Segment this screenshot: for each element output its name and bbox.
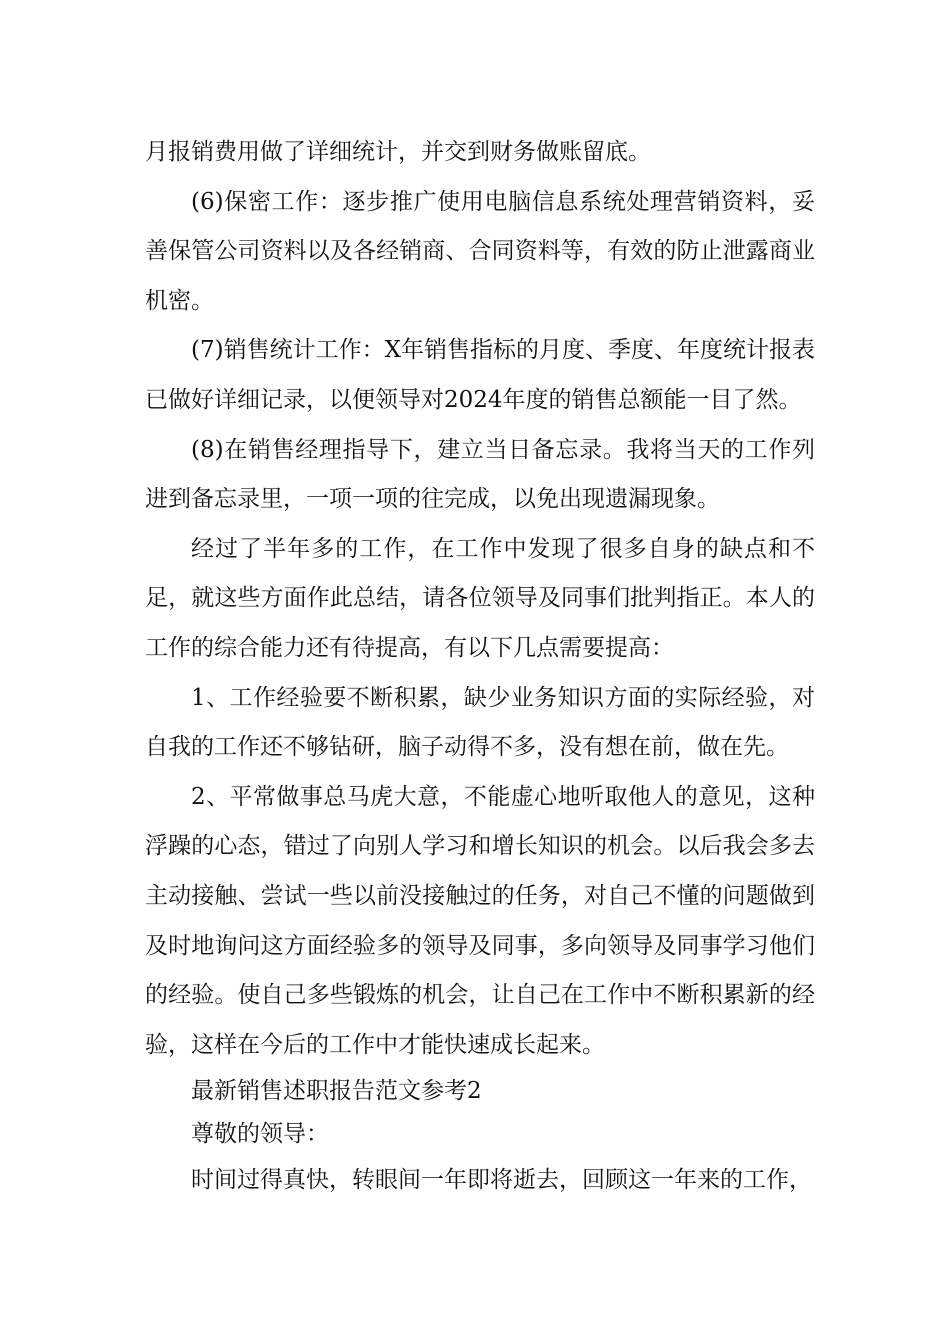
- paragraph-confidentiality: (6)保密工作：逐步推广使用电脑信息系统处理营销资料，妥善保管公司资料以及各经销商、合同资料等，有效的防止泄露商业机密。: [145, 188, 815, 314]
- salutation: 尊敬的领导：: [191, 1121, 329, 1148]
- paragraph-improvement-1: 1、工作经验要不断积累，缺少业务知识方面的实际经验，对自我的工作还不够钻研，脑子动得不多，没有想在前，做在先。: [145, 684, 815, 761]
- paragraph-opening: 时间过得真快，转眼间一年即将逝去，回顾这一年来的工作，: [191, 1167, 812, 1194]
- section-heading: 最新销售述职报告范文参考2: [191, 1078, 482, 1105]
- paragraph-monthly-expense: 月报销费用做了详细统计，并交到财务做账留底。: [145, 139, 651, 165]
- paragraph-improvement-2: 2、平常做事总马虎大意，不能虚心地听取他人的意见，这种浮躁的心态，错过了向别人学习和增长知识的机会。以后我会多去主动接触、尝试一些以前没接触过的任务，对自己不懂的问题做到及时地询问这方面经验多的领导及同事，多向领导及同事学习他们的经验。使自己多些锻炼的机会，让自己在工作中不断积累新的经验，这样在今后的工作中才能快速成长起来。: [145, 783, 815, 1058]
- paragraph-sales-statistics: (7)销售统计工作：X年销售指标的月度、季度、年度统计报表已做好详细记录，以便领导对2024年度的销售总额能一目了然。: [145, 337, 815, 413]
- paragraph-self-review: 经过了半年多的工作，在工作中发现了很多自身的缺点和不足，就这些方面作此总结，请各位领导及同事们批判指正。本人的工作的综合能力还有待提高，有以下几点需要提高：: [145, 535, 815, 661]
- document-body: [145, 128, 815, 1206]
- paragraph-daily-memo: (8)在销售经理指导下，建立当日备忘录。我将当天的工作列进到备忘录里，一项一项的往完成，以免出现遗漏现象。: [145, 436, 815, 513]
